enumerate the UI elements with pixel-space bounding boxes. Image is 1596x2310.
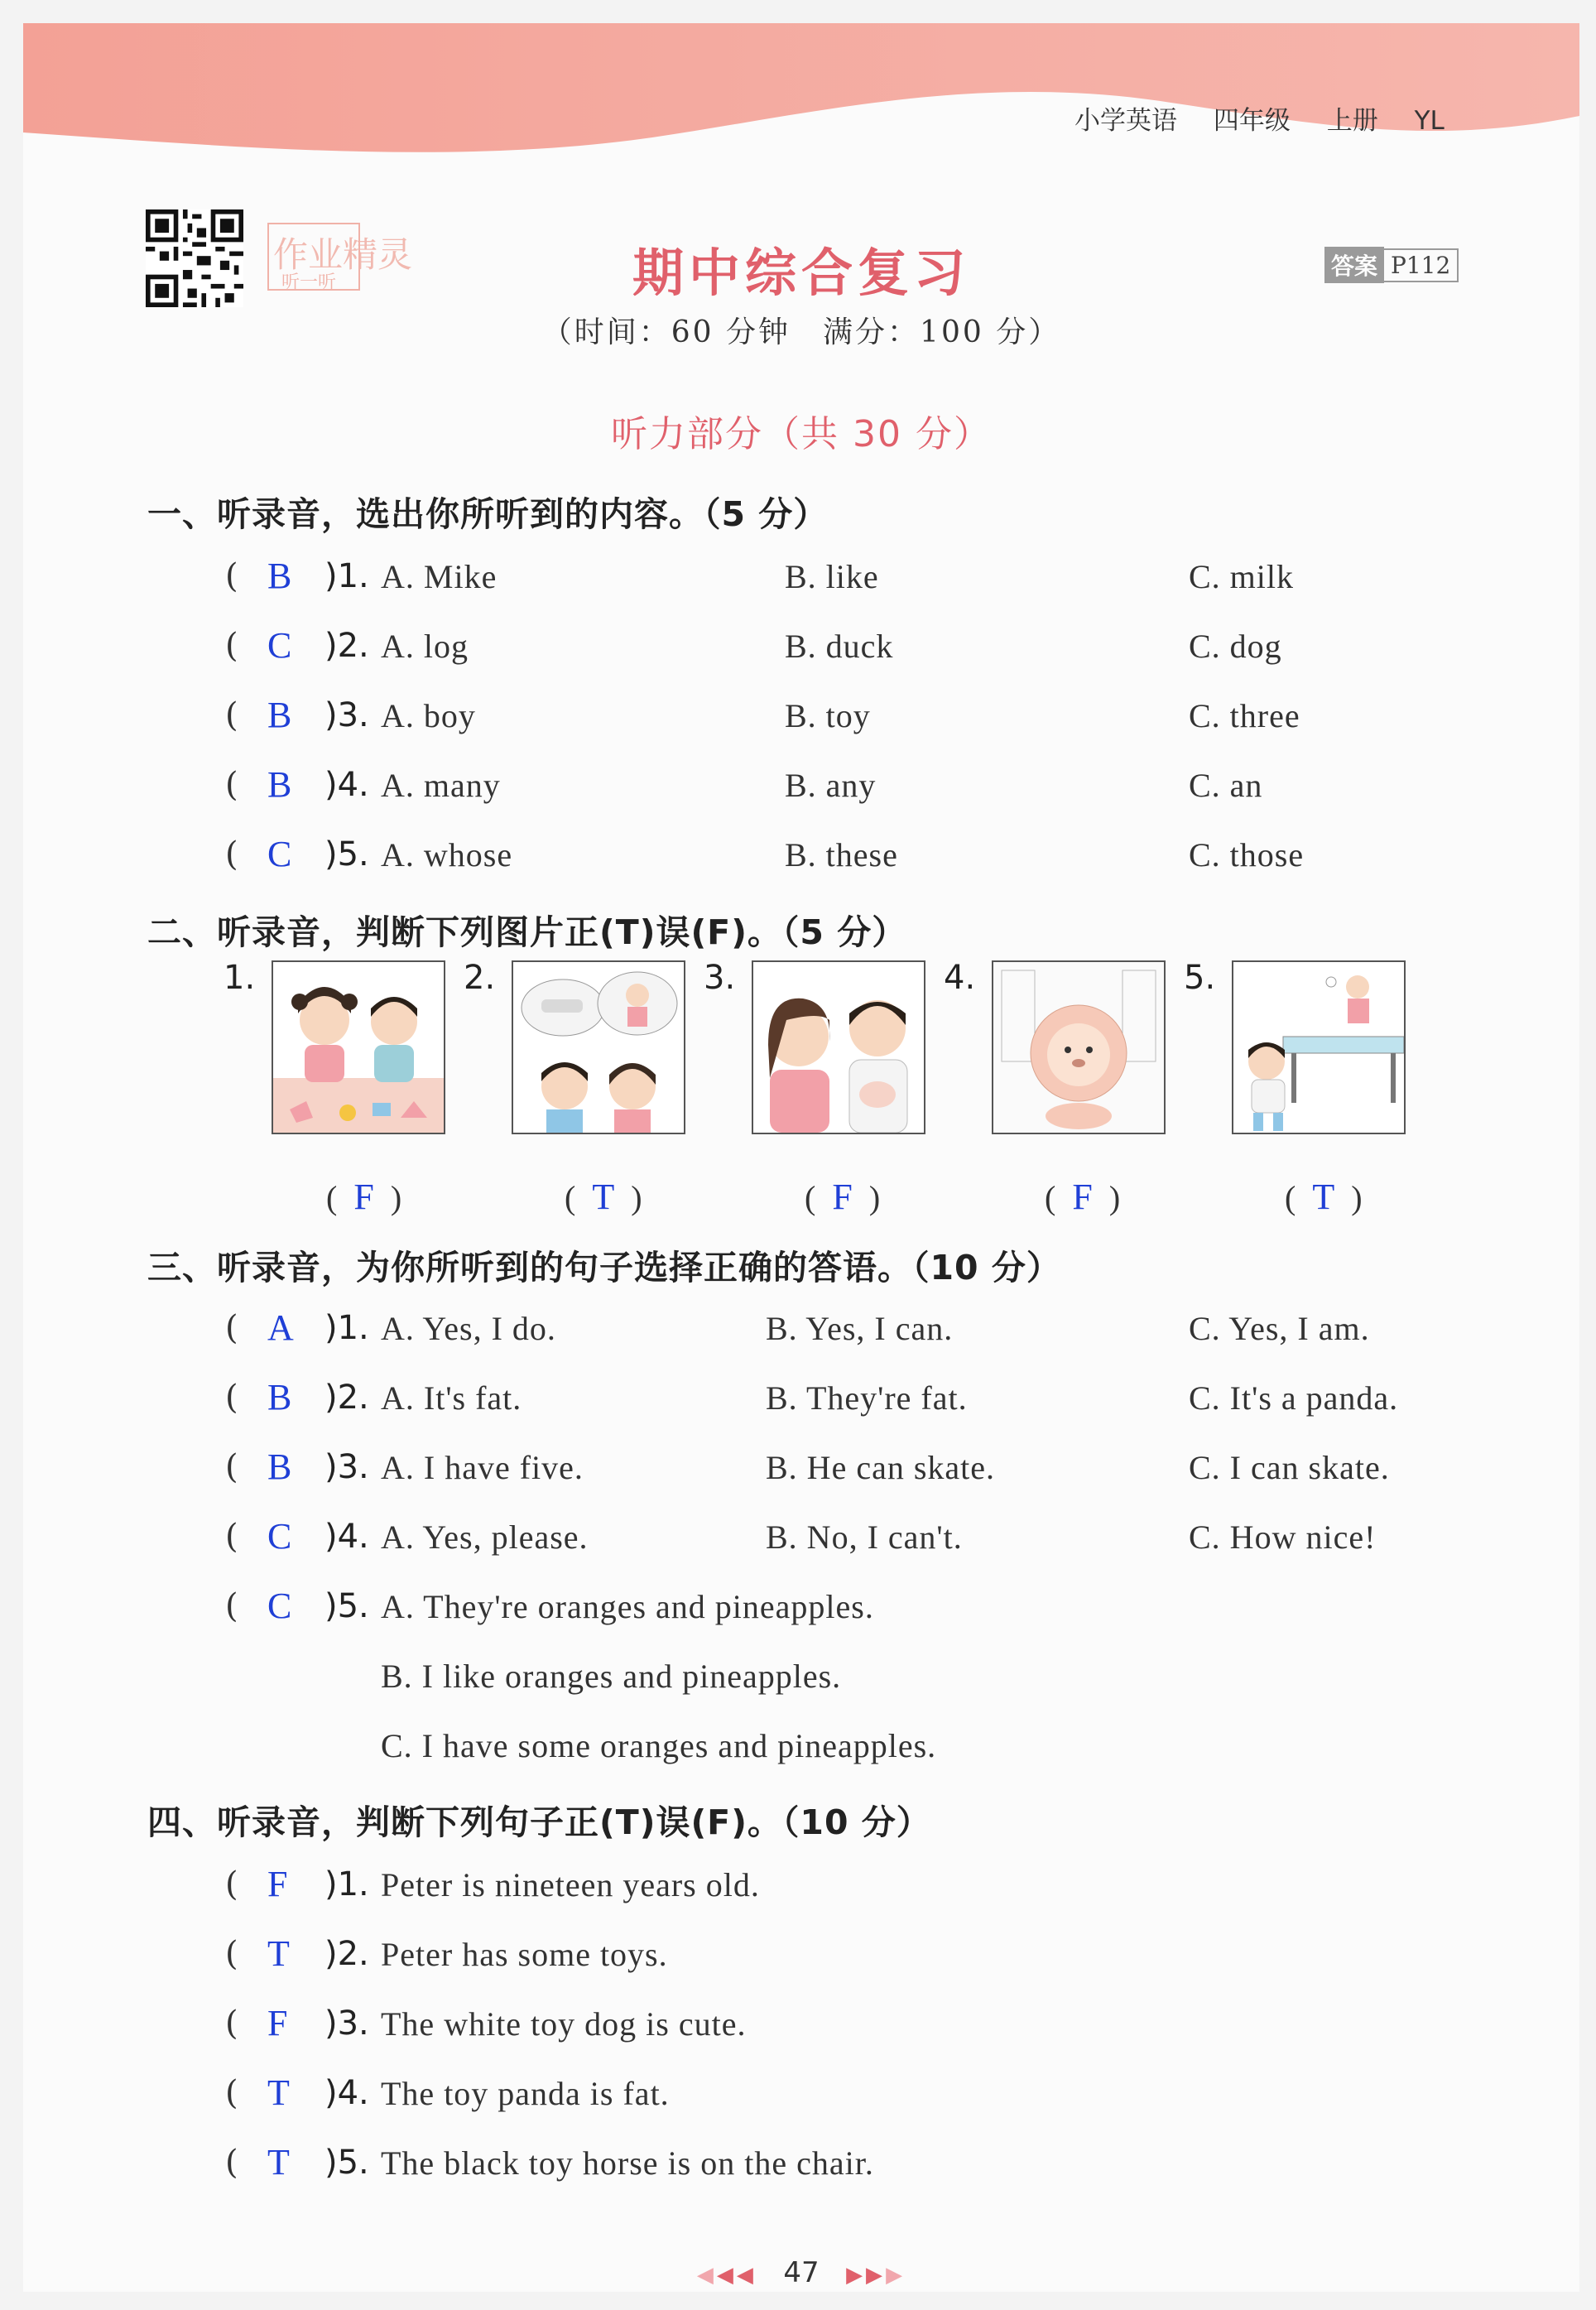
option-c: C. three (1189, 697, 1300, 734)
option-c: C. How nice! (1189, 1518, 1377, 1556)
item-number: )5. (324, 2144, 369, 2182)
item-number: )2. (324, 627, 369, 665)
page-footer: ◀◀◀ 47 ▶▶▶ (696, 2256, 906, 2289)
answer-mark: B (267, 1377, 292, 1417)
picture-answer: ( F ) (805, 1177, 881, 1217)
option-c: C. It's a panda. (1189, 1379, 1399, 1417)
list-item: ( T )2. Peter has some toys. (225, 1933, 668, 1974)
list-item: ( C )5. A. whose B. these C. those (225, 834, 1305, 874)
item-number: )4. (324, 1518, 369, 1556)
option-c: C. milk (1189, 558, 1295, 595)
item-number: )5. (324, 835, 369, 873)
page-title: 期中综合复习 (632, 243, 970, 303)
option-a: A. Yes, please. (381, 1518, 589, 1556)
answer-label: 答案 (1324, 247, 1384, 283)
answer-mark: B (267, 556, 292, 596)
section-1-heading: 一、听录音，选出你所听到的内容。（5 分） (147, 494, 829, 534)
item-number: )1. (324, 1309, 369, 1347)
list-item: ( B )3. A. I have five. B. He can skate. C. I can skate. (225, 1446, 1390, 1487)
option-b: B. like (785, 558, 879, 595)
option-a: A. many (381, 767, 501, 804)
statement-text: Peter has some toys. (381, 1936, 668, 1973)
list-item: ( F )1. Peter is nineteen years old. (225, 1864, 760, 1904)
list-item: ( B )4. A. many B. any C. an (225, 764, 1263, 805)
answer-mark: T (267, 2072, 290, 2113)
item-number: )5. (324, 1587, 369, 1625)
worksheet-page (23, 23, 1579, 2292)
option-b: B. I like oranges and pineapples. (381, 1658, 842, 1695)
picture-answer: ( F ) (1045, 1177, 1121, 1217)
option-b: B. toy (785, 697, 871, 734)
option-b: B. these (785, 836, 898, 873)
option-c: C. I have some oranges and pineapples. (381, 1727, 937, 1764)
item-number: )4. (324, 766, 369, 804)
list-item: ( A )1. A. Yes, I do. B. Yes, I can. C. Yes, I am. (225, 1307, 1370, 1348)
list-item: ( T )5. The black toy horse is on the chair. (225, 2142, 874, 2182)
option-b: B. duck (785, 628, 894, 665)
statement-text: Peter is nineteen years old. (381, 1866, 760, 1903)
item-number: )2. (324, 1379, 369, 1417)
section-4-heading: 四、听录音，判断下列句子正(T)误(F)。（10 分） (147, 1802, 931, 1842)
header-course-info (1074, 99, 1473, 137)
page-number: 47 (783, 2256, 820, 2289)
answer-mark: T (267, 1933, 290, 1974)
option-b: B. Yes, I can. (766, 1310, 954, 1347)
item-number: )3. (324, 696, 369, 734)
svg-text:作业精灵: 作业精灵 (273, 234, 413, 275)
answer-mark: C (267, 834, 292, 874)
option-a: A. They're oranges and pineapples. (381, 1588, 874, 1625)
list-item (23, 1657, 1579, 1706)
header-edition: YL (1414, 106, 1445, 136)
option-a: A. Mike (381, 558, 498, 595)
list-item: ( B )3. A. boy B. toy C. three (225, 695, 1300, 735)
item-number: )4. (324, 2074, 369, 2112)
answer-mark: A (267, 1307, 294, 1348)
picture-number: 1. (224, 959, 256, 997)
option-a: A. log (381, 628, 469, 665)
answer-mark: B (267, 695, 292, 735)
picture-number: 5. (1184, 959, 1216, 997)
list-item: ( C )5. A. They're oranges and pineapples. (225, 1586, 874, 1626)
svg-text:听一听: 听一听 (281, 272, 337, 293)
answer-mark: C (267, 1516, 292, 1557)
answer-mark: F (267, 1864, 288, 1904)
next-arrows-icon: ▶▶ (846, 2263, 887, 2288)
header-banner (23, 23, 1579, 164)
picture-girl-boy-shapes (272, 960, 445, 1134)
answer-mark: F (267, 2003, 288, 2043)
option-c: C. those (1189, 836, 1305, 873)
section-2-heading: 二、听录音，判断下列图片正(T)误(F)。（5 分） (147, 912, 907, 952)
statement-text: The black toy horse is on the chair. (381, 2144, 874, 2182)
answer-mark: B (267, 1446, 292, 1487)
option-c: C. an (1189, 767, 1263, 804)
option-c: C. I can skate. (1189, 1449, 1390, 1486)
answer-mark: C (267, 625, 292, 666)
option-a: A. I have five. (381, 1449, 584, 1486)
list-item: ( B )1. A. Mike B. like C. milk (225, 556, 1295, 596)
statement-text: The toy panda is fat. (381, 2075, 670, 2112)
answer-page-ref: P112 (1384, 248, 1459, 282)
header-volume: 上册 (1326, 106, 1378, 136)
option-b: B. No, I can't. (766, 1518, 963, 1556)
listening-part-title: 听力部分（共 30 分） (611, 413, 992, 455)
item-number: )2. (324, 1935, 369, 1973)
picture-boy-girl-table (1232, 960, 1406, 1134)
picture-number: 4. (944, 959, 976, 997)
picture-answer: ( T ) (565, 1177, 642, 1217)
statement-text: The white toy dog is cute. (381, 2005, 747, 2043)
item-number: )1. (324, 557, 369, 595)
item-number: )1. (324, 1865, 369, 1903)
picture-answer: ( T ) (1285, 1177, 1363, 1217)
item-number: )3. (324, 2004, 369, 2043)
prev-arrows-icon: ◀ (696, 2263, 717, 2288)
option-a: A. It's fat. (381, 1379, 522, 1417)
exam-time-info: （时间：60 分钟 满分：100 分） (541, 315, 1061, 349)
answer-page-tag[interactable] (1324, 247, 1459, 283)
item-number: )3. (324, 1448, 369, 1486)
header-grade: 四年级 (1213, 106, 1291, 136)
option-b: B. They're fat. (766, 1379, 968, 1417)
picture-toy-lion (992, 960, 1166, 1134)
picture-girl-boy-talking (752, 960, 925, 1134)
list-item: ( B )2. A. It's fat. B. They're fat. C. It's a panda. (225, 1377, 1399, 1417)
list-item (23, 1726, 1579, 1776)
picture-thinking-children (512, 960, 685, 1134)
answer-mark: B (267, 764, 292, 805)
option-c: C. dog (1189, 628, 1282, 665)
option-a: A. Yes, I do. (381, 1310, 556, 1347)
section-3-heading: 三、听录音，为你所听到的句子选择正确的答语。（10 分） (147, 1248, 1061, 1287)
header-subject: 小学英语 (1074, 106, 1177, 136)
picture-answer: ( F ) (326, 1177, 402, 1217)
list-item: ( C )2. A. log B. duck C. dog (225, 625, 1282, 666)
picture-number: 2. (464, 959, 496, 997)
option-a: A. boy (381, 697, 476, 734)
answer-mark: T (267, 2142, 290, 2182)
option-b: B. He can skate. (766, 1449, 996, 1486)
answer-mark: C (267, 1586, 292, 1626)
option-b: B. any (785, 767, 877, 804)
option-a: A. whose (381, 836, 513, 873)
list-item: ( C )4. A. Yes, please. B. No, I can't. C. How nice! (225, 1516, 1377, 1557)
list-item: ( F )3. The white toy dog is cute. (225, 2003, 747, 2043)
picture-number: 3. (704, 959, 736, 997)
option-c: C. Yes, I am. (1189, 1310, 1370, 1347)
list-item: ( T )4. The toy panda is fat. (225, 2072, 670, 2113)
